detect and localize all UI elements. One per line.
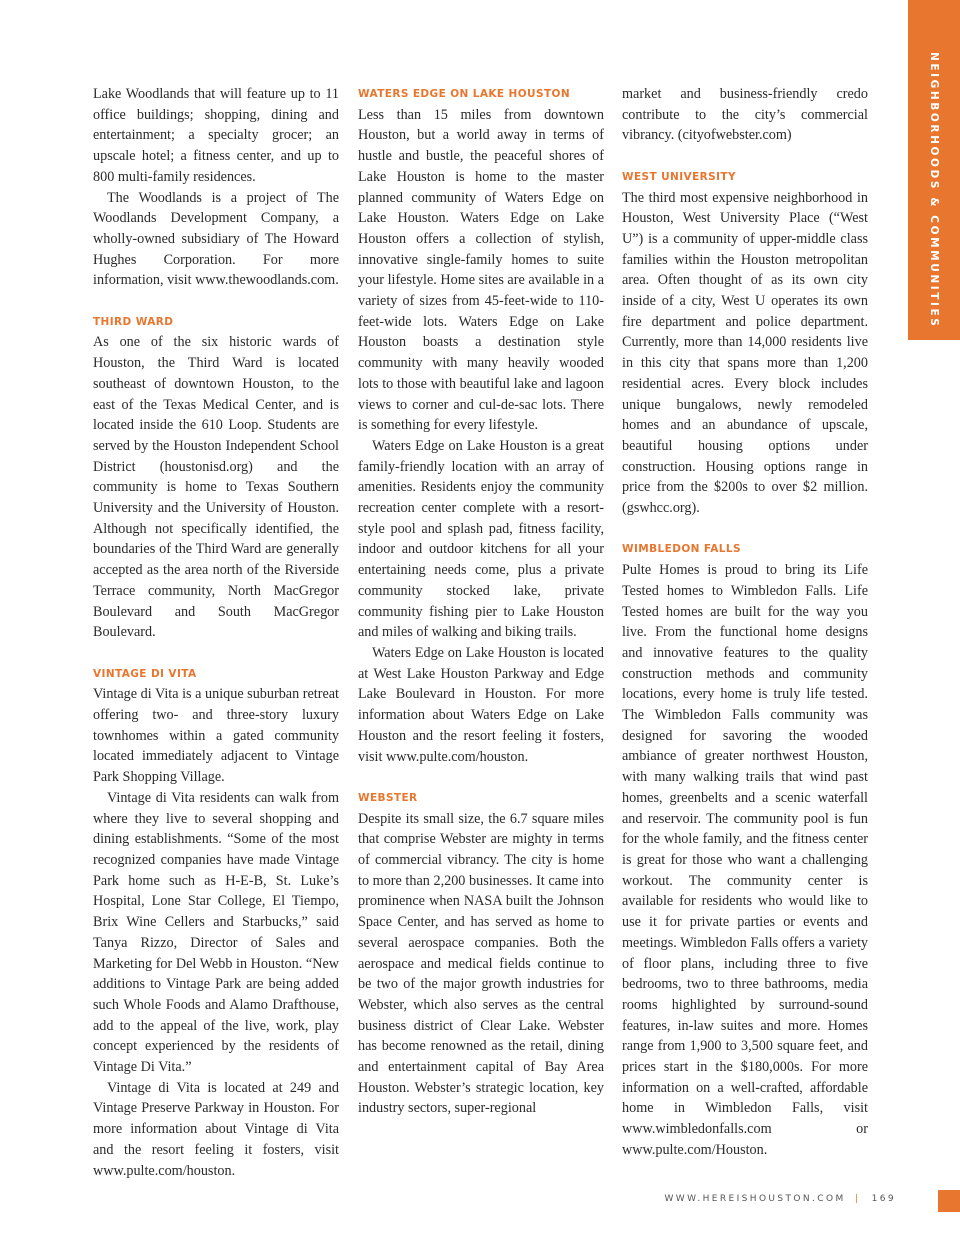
body-paragraph: Vintage di Vita is located at 249 and Vintage Preserve Parkway in Houston. For more information about Vintage di Vita and the resort feeling it fosters, visit www.pulte.com/houston. <box>93 1079 339 1179</box>
section-heading: THIRD WARD <box>93 315 174 328</box>
section-spacer <box>93 643 339 664</box>
article-column-3 <box>622 84 868 1161</box>
page-footer <box>664 1194 896 1204</box>
section-heading: WEST UNIVERSITY <box>622 170 736 183</box>
footer-url[interactable]: WWW.HEREISHOUSTON.COM <box>664 1194 846 1204</box>
section-spacer <box>622 146 868 167</box>
body-paragraph: Less than 15 miles from downtown Houston, but a world away in terms of hustle and bustle, the peaceful shores of Lake Houston is home to the master planned community of Waters Edge on Lake Houston. Waters Edge on Lake Houston offers a collection of stylish, innovative single-family homes to suite your lifestyle. Home sites are available in a variety of sizes from 45-feet-wide to 110-feet-wide lots. Waters Edge on Lake Houston boasts a destination style community with many heavily wooded lots to those with beautiful lake and lagoon views to corner and cul-de-sac lots. There is something for every lifestyle. <box>358 106 604 434</box>
section-tab-label: NEIGHBORHOODS & COMMUNITIES <box>928 52 940 329</box>
article-column-2 <box>358 84 604 1119</box>
body-paragraph: market and business-friendly credo contribute to the city’s commercial vibrancy. (cityofwebster.com) <box>622 86 868 144</box>
section-heading: WATERS EDGE ON LAKE HOUSTON <box>358 88 571 100</box>
body-paragraph: Lake Woodlands that will feature up to 11 office buildings; shopping, dining and entertainment; a specialty grocer; an upscale hotel; a fitness center, and up to 800 multi-family residences. <box>93 86 339 185</box>
section-heading: WEBSTER <box>358 791 418 804</box>
body-paragraph: Waters Edge on Lake Houston is a great family-friendly location with an array of amenities. Residents enjoy the community recreation center complete with a resort-style pool and splash pad, fitness facility, indoor and outdoor kitchens for all your entertaining needs come, plus a private community stocked lake, private community fishing pier to Lake Houston and miles of walking and biking trails. <box>358 437 604 641</box>
footer-accent-block <box>938 1190 960 1212</box>
body-paragraph: Vintage di Vita is a unique suburban retreat offering two- and three-story luxury townhomes within a gated community located immediately adjacent to Vintage Park Shopping Village. <box>93 686 339 786</box>
section-spacer <box>358 767 604 788</box>
body-paragraph: Despite its small size, the 6.7 square miles that comprise Webster are mighty in terms of commercial vibrancy. The city is home to more than 2,200 businesses. It came into prominence when NASA built the Johnson Space Center, and has served as home to several aerospace companies. Both the aerospace and medical fields continue to be two of the major growth industries for Webster, which also serves as the central business district of Clear Lake. Webster has become renowned as the retail, dining and entertainment capital of Bay Area Houston. Webster’s strategic location, key industry sectors, super-regional <box>358 810 604 1117</box>
body-paragraph: The Woodlands is a project of The Woodlands Development Company, a wholly-owned subsidiary of The Howard Hughes Corporation. For more information, visit www.thewoodlands.com. <box>93 189 339 289</box>
body-paragraph: Waters Edge on Lake Houston is located at West Lake Houston Parkway and Edge Lake Boulevard in Houston. For more information about Waters Edge on Lake Houston and the resort feeling it fosters, visit www.pulte.com/houston. <box>358 644 604 765</box>
body-paragraph: As one of the six historic wards of Houston, the Third Ward is located southeast of downtown Houston, to the east of the Texas Medical Center, and is located inside the 610 Loop. Students are served by the Houston Independent School District (houstonisd.org) and the community is home to Texas Southern University and the University of Houston. Although not specifically identified, the boundaries of the Third Ward are generally accepted as the area north of the Riverside Terrace community, North MacGregor Boulevard and South MacGregor Boulevard. <box>93 334 339 641</box>
article-column-1 <box>93 84 339 1181</box>
page-number: 169 <box>871 1194 896 1204</box>
body-paragraph: The third most expensive neighborhood in Houston, West University Place (“West U”) is a community of upper-middle class families within the Houston metropolitan area. Often thought of as its own city inside of a city, West U operates its own fire department and police department. Currently, more than 14,000 residents live in this city that spans more than 1,200 residential acres. Every block includes unique bungalows, newly remodeled homes and an abundance of upscale, beautiful housing options under construction. Housing options range in price from the $200s to over $2 million. (gswhcc.org). <box>622 189 868 517</box>
section-tab <box>908 0 960 340</box>
section-spacer <box>93 291 339 312</box>
footer-separator: | <box>854 1194 861 1204</box>
section-heading: WIMBLEDON FALLS <box>622 543 741 556</box>
body-paragraph: Pulte Homes is proud to bring its Life Tested homes to Wimbledon Falls. Life Tested homes are built for the way you live. From the functional home designs and innovative features to the quality construction methods and community locations, every home is truly life tested. The Wimbledon Falls community was designed for savoring the wooded ambiance of greater northwest Houston, with many walking trails that wind past homes, greenbelts and a scenic waterfall and reservoir. The community pool is fun for the whole family, and the fitness center is great for those who want a challenging workout. The community center is available for residents who would like to use it for private parties or events and meetings. Wimbledon Falls offers a variety of floor plans, including three to five bedrooms, two to three bathrooms, media rooms highlighted by surround-sound features, in-law suites and more. Homes range from 1,900 to 3,500 square feet, and prices start in the $180,000s. For more information on a well-crafted, affordable home in Wimbledon Falls, visit www.wimbledonfalls.com or www.pulte.com/Houston. <box>622 562 868 1158</box>
section-heading: VINTAGE DI VITA <box>93 667 197 680</box>
body-paragraph: Vintage di Vita residents can walk from where they live to several shopping and dining establishments. “Some of the most recognized companies have made Vintage Park home such as H-E-B, St. Luke’s Hospital, Lone Star College, El Tiempo, Brix Wine Cellers and Starbucks,” said Tanya Rizzo, Director of Sales and Marketing for Del Webb in Houston. “New additions to Vintage Park are being added such Whole Foods and Alamo Drafthouse, add to the appeal of the live, work, play concept experienced by the residents of Vintage Di Vita.” <box>93 789 339 1076</box>
section-spacer <box>622 519 868 540</box>
